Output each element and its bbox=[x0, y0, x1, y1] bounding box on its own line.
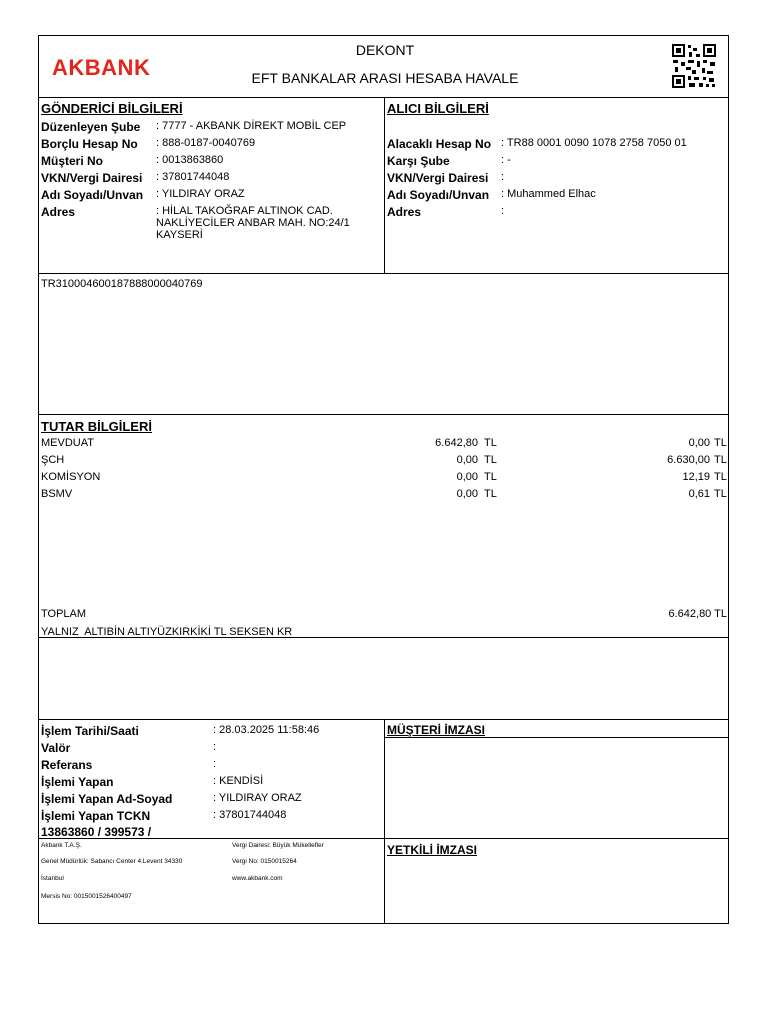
transfer-description: TR3100046001878880000407​69 bbox=[41, 278, 203, 290]
receiver-tax-label: VKN/Vergi Dairesi bbox=[387, 171, 489, 185]
amount-row-label: MEVDUAT bbox=[41, 437, 94, 449]
sender-account-label: Borçlu Hesap No bbox=[41, 137, 138, 151]
qr-code-icon bbox=[672, 44, 716, 88]
performer-tckn-value: : 37801744048 bbox=[213, 809, 287, 821]
sender-branch-label: Düzenleyen Şube bbox=[41, 120, 141, 134]
transaction-date-label: İşlem Tarihi/Saati bbox=[41, 724, 139, 738]
amount-row-label: KOMİSYON bbox=[41, 471, 101, 483]
sender-address-line3: KAYSERİ bbox=[156, 229, 203, 241]
reference-label: Referans bbox=[41, 758, 93, 772]
sender-customer-no-value: : 0013863860 bbox=[156, 154, 224, 166]
performer-name-label: İşlemi Yapan Ad-Soyad bbox=[41, 792, 173, 806]
amount-row-currency2: TL bbox=[714, 488, 727, 500]
akbank-logo: AKBANK bbox=[52, 55, 151, 80]
company-mersis: Mersis No: 0015001526400497 bbox=[41, 893, 132, 900]
company-tax-office: Vergi Dairesi: Büyük Mükellefler bbox=[232, 842, 324, 849]
amount-in-words: YALNIZ ALTIBİN ALTIYÜZKIRKİKİ TL SEKSEN KR bbox=[41, 626, 293, 638]
sender-address-line2: NAKLİYECİLER ANBAR MAH. NO:24/1 bbox=[156, 217, 350, 229]
sender-customer-no-label: Müşteri No bbox=[41, 154, 104, 168]
performed-by-label: İşlemi Yapan bbox=[41, 775, 114, 789]
document-title: DEKONT bbox=[355, 42, 415, 58]
amount-row-currency2: TL bbox=[714, 437, 727, 449]
company-city: İstanbul bbox=[41, 875, 64, 882]
sender-name-label: Adı Soyadı/Unvan bbox=[41, 188, 144, 202]
receiver-branch-value: : - bbox=[501, 154, 511, 166]
transaction-date-value: : 28.03.2025 11:58:46 bbox=[213, 724, 320, 736]
sender-account-value: : 888-0187-0040769 bbox=[156, 137, 256, 149]
value-date-label: Valör bbox=[41, 741, 71, 755]
divider-party-columns bbox=[384, 97, 385, 273]
company-tax-no: Vergi No: 0150015264 bbox=[232, 858, 297, 865]
receiver-name-value: : Muhammed Elhac bbox=[501, 188, 596, 200]
divider-customer-signature bbox=[384, 737, 729, 738]
sender-name-value: : YILDIRAY ORAZ bbox=[156, 188, 245, 200]
amount-row-currency2: TL bbox=[714, 471, 727, 483]
company-website-link[interactable]: www.akbank.com bbox=[232, 875, 283, 882]
sender-address-line1: : HİLAL TAKOĞRAF ALTINOK CAD. bbox=[156, 205, 333, 217]
sender-tax-value: : 37801744048 bbox=[156, 171, 230, 183]
amount-row-value1: 0,00 bbox=[456, 488, 478, 500]
amounts-heading: TUTAR BİLGİLERİ bbox=[41, 419, 152, 434]
sender-address-label: Adres bbox=[41, 205, 76, 219]
sender-branch-value: : 7777 - AKBANK DİREKT MOBİL CEP bbox=[156, 120, 347, 132]
transaction-footer-id: 13863860 / 399573 / bbox=[41, 825, 152, 839]
amount-row-label: ŞCH bbox=[41, 454, 65, 466]
divider-authorized-signature bbox=[384, 838, 729, 839]
receiver-tax-value: : bbox=[501, 171, 505, 183]
performer-name-value: : YILDIRAY ORAZ bbox=[213, 792, 302, 804]
amount-row-currency1: TL bbox=[484, 471, 497, 483]
receiver-name-label: Adı Soyadı/Unvan bbox=[387, 188, 490, 202]
amount-row-currency1: TL bbox=[484, 437, 497, 449]
divider-signature-column bbox=[384, 719, 385, 924]
amount-row-value2: 0,61 bbox=[688, 488, 710, 500]
authorized-signature-heading: YETKİLİ İMZASI bbox=[387, 843, 477, 857]
amount-row-currency1: TL bbox=[484, 488, 497, 500]
receiver-address-label: Adres bbox=[387, 205, 422, 219]
document-subtitle: EFT BANKALAR ARASI HESABA HAVALE bbox=[251, 70, 519, 86]
company-head-office: Genel Müdürlük: Sabancı Center 4.Levent 34330 bbox=[41, 858, 183, 865]
amount-row-value2: 0,00 bbox=[688, 437, 710, 449]
receiver-address-value: : bbox=[501, 205, 505, 217]
performed-by-value: : KENDİSİ bbox=[213, 775, 264, 787]
amount-row-value1: 6.642,80 bbox=[435, 437, 478, 449]
amount-row-currency1: TL bbox=[484, 454, 497, 466]
sender-tax-label: VKN/Vergi Dairesi bbox=[41, 171, 143, 185]
receiver-account-label: Alacaklı Hesap No bbox=[387, 137, 492, 151]
amount-row-value2: 6.630,00 bbox=[667, 454, 710, 466]
performer-tckn-label: İşlemi Yapan TCKN bbox=[41, 809, 151, 823]
amount-row-value1: 0,00 bbox=[456, 471, 478, 483]
receiver-heading: ALICI BİLGİLERİ bbox=[387, 101, 489, 116]
divider-description bbox=[38, 414, 729, 415]
amount-row-currency2: TL bbox=[714, 454, 727, 466]
sender-heading: GÖNDERİCİ BİLGİLERİ bbox=[41, 101, 183, 116]
total-value: 6.642,80 TL bbox=[668, 608, 727, 620]
reference-value: : bbox=[213, 758, 217, 770]
receiver-account-value: : TR88 0001 0090 1078 2758 7050 01 bbox=[501, 137, 687, 149]
amount-row-label: BSMV bbox=[41, 488, 73, 500]
value-date-value: : bbox=[213, 741, 217, 753]
amount-row-value2: 12,19 bbox=[682, 471, 710, 483]
amount-row-value1: 0,00 bbox=[456, 454, 478, 466]
divider-parties bbox=[38, 273, 729, 274]
company-name: Akbank T.A.Ş. bbox=[41, 842, 82, 849]
total-label: TOPLAM bbox=[41, 608, 87, 620]
customer-signature-heading: MÜŞTERİ İMZASI bbox=[387, 723, 485, 737]
receiver-branch-label: Karşı Şube bbox=[387, 154, 450, 168]
